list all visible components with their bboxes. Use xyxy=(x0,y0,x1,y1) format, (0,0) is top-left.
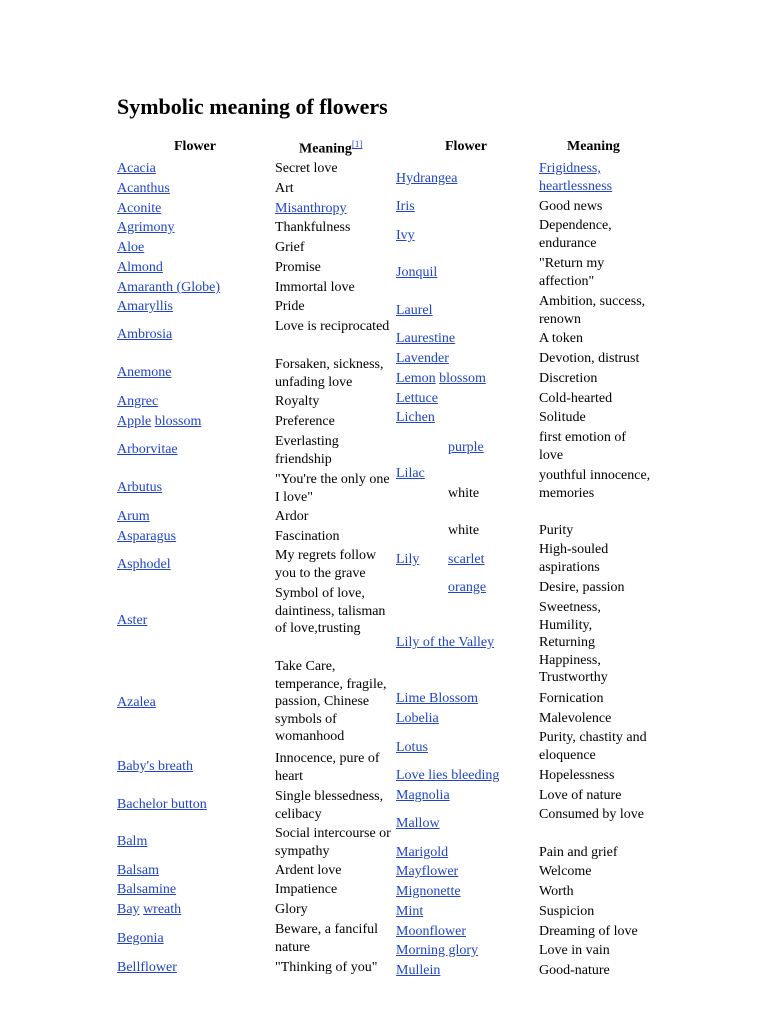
left-meaning-cell: Ardent love xyxy=(275,863,342,878)
left-meaning-cell: Everlasting friendship xyxy=(275,434,339,467)
left-flower-cell xyxy=(117,413,201,431)
right-flower-cell xyxy=(396,844,448,862)
flower-link[interactable]: Arborvitae xyxy=(117,442,178,457)
right-flower-cell xyxy=(396,264,437,282)
flower-link[interactable]: Mignonette xyxy=(396,884,461,899)
left-flower-cell xyxy=(117,694,156,712)
left-flower-cell xyxy=(117,259,163,277)
left-meaning-cell: Symbol of love, daintiness, talisman of love,trusting xyxy=(275,586,386,636)
variety-cell xyxy=(448,551,485,569)
left-meaning-cell: My regrets follow you to the grave xyxy=(275,548,377,581)
flower-link[interactable]: Azalea xyxy=(117,695,156,710)
left-meaning-cell: Beware, a fanciful nature xyxy=(275,922,378,955)
left-flower-cell xyxy=(117,862,159,880)
right-meaning-cell: "Return my affection" xyxy=(539,256,605,289)
variety-cell: white xyxy=(448,486,480,501)
right-meaning-cell: Love of nature xyxy=(539,788,622,803)
left-meaning-cell: Preference xyxy=(275,414,335,429)
right-meaning-cell: Sweetness, Humility, Returning Happiness, Trustworthy xyxy=(539,600,608,685)
flower-link[interactable]: Aloe xyxy=(117,240,145,255)
right-flower-cell xyxy=(396,739,428,757)
flower-link[interactable]: Apple xyxy=(117,414,152,429)
meaning-link[interactable]: Frigidness, heartlessness xyxy=(539,161,613,194)
left-flower-cell xyxy=(117,160,156,178)
left-meaning-cell: Secret love xyxy=(275,161,338,176)
right-flower-cell xyxy=(396,634,494,652)
flower-link[interactable]: Arum xyxy=(117,509,150,524)
right-meaning-cell: Worth xyxy=(539,884,574,899)
right-flower-cell xyxy=(396,815,440,833)
flower-link[interactable]: Magnolia xyxy=(396,788,450,803)
right-meaning-cell: Welcome xyxy=(539,864,592,879)
right-meaning-cell: Suspicion xyxy=(539,904,595,919)
right-meaning-cell: High-souled aspirations xyxy=(539,542,609,575)
left-meaning-cell: Love is reciprocated xyxy=(275,319,390,334)
right-meaning-cell: Purity xyxy=(539,523,574,538)
right-meaning-cell: Fornication xyxy=(539,691,604,706)
page-title: Symbolic meaning of flowers xyxy=(117,94,388,119)
left-flower-cell xyxy=(117,298,173,316)
flower-link[interactable]: Asparagus xyxy=(117,529,177,544)
variety-link[interactable]: scarlet xyxy=(448,552,485,567)
column-header-flower-2: Flower xyxy=(445,139,487,154)
right-flower-cell xyxy=(396,465,425,483)
flower-link[interactable]: Love lies bleeding xyxy=(396,768,500,783)
flower-link[interactable]: Ambrosia xyxy=(117,327,173,342)
left-meaning-cell: Impatience xyxy=(275,882,338,897)
left-meaning-cell: Single blessedness, celibacy xyxy=(275,789,384,822)
flower-link[interactable]: Lily xyxy=(396,552,420,567)
left-flower-cell xyxy=(117,180,170,198)
left-meaning-cell: Royalty xyxy=(275,394,320,409)
left-flower-cell xyxy=(117,326,172,344)
flower-link[interactable]: Ivy xyxy=(396,228,415,243)
right-meaning-cell: Love in vain xyxy=(539,943,610,958)
right-flower-cell xyxy=(396,227,415,245)
variety-link[interactable]: purple xyxy=(448,440,484,455)
flower-link[interactable]: Lemon xyxy=(396,371,436,386)
right-flower-cell xyxy=(396,390,438,408)
flower-link[interactable]: Acanthus xyxy=(117,181,170,196)
flower-link[interactable]: Mayflower xyxy=(396,864,459,879)
right-flower-cell xyxy=(396,962,440,980)
variety-cell xyxy=(448,579,486,597)
left-meaning-cell: Ardor xyxy=(275,509,309,524)
left-flower-cell xyxy=(117,528,176,546)
right-flower-cell xyxy=(396,923,466,941)
left-flower-cell xyxy=(117,758,193,776)
column-header-flower: Flower xyxy=(174,139,216,154)
right-meaning-cell xyxy=(539,160,651,195)
left-flower-cell xyxy=(117,796,207,814)
variety-cell xyxy=(448,439,484,457)
left-meaning-cell: Thankfulness xyxy=(275,220,351,235)
left-flower-cell xyxy=(117,901,181,919)
right-meaning-cell: Purity, chastity and eloquence xyxy=(539,730,647,763)
flower-link[interactable]: Laurel xyxy=(396,303,433,318)
right-flower-cell xyxy=(396,198,415,216)
flower-link[interactable]: Mallow xyxy=(396,816,440,831)
flower-link[interactable]: Lime Blossom xyxy=(396,691,479,706)
left-meaning-cell: Social intercourse or sympathy xyxy=(275,826,391,859)
right-meaning-cell: Cold-hearted xyxy=(539,391,613,406)
right-flower-cell xyxy=(396,942,478,960)
right-meaning-cell: A token xyxy=(539,331,583,346)
flower-link[interactable]: wreath xyxy=(143,902,182,917)
left-flower-cell xyxy=(117,612,147,630)
right-meaning-cell: Devotion, distrust xyxy=(539,351,640,366)
flower-link[interactable]: Mint xyxy=(396,904,424,919)
left-flower-cell xyxy=(117,239,144,257)
flower-link[interactable]: Lavender xyxy=(396,351,449,366)
flower-link[interactable]: Moonflower xyxy=(396,924,466,939)
column-header-meaning-label: Meaning xyxy=(299,141,352,157)
right-meaning-cell: Solitude xyxy=(539,410,586,425)
left-flower-cell xyxy=(117,279,220,297)
variety-cell: white xyxy=(448,523,480,538)
left-meaning-cell: Pride xyxy=(275,299,305,314)
flower-link[interactable]: blossom xyxy=(154,414,202,429)
flower-link[interactable]: Mullein xyxy=(396,963,441,978)
flower-link[interactable]: Jonquil xyxy=(396,265,438,280)
left-meaning-cell: Forsaken, sickness, unfading love xyxy=(275,357,384,390)
flower-link[interactable]: blossom xyxy=(439,371,486,386)
right-meaning-cell: Good-nature xyxy=(539,963,610,978)
right-meaning-cell: Hopelessness xyxy=(539,768,615,783)
flower-link[interactable]: Lilac xyxy=(396,466,425,481)
flower-link[interactable]: Balsamine xyxy=(117,882,177,897)
flower-link[interactable]: Begonia xyxy=(117,931,164,946)
left-meaning-cell: Innocence, pure of heart xyxy=(275,751,380,784)
left-meaning-cell xyxy=(275,200,395,218)
right-flower-cell xyxy=(396,551,419,569)
reference-link[interactable]: [1] xyxy=(351,139,363,149)
left-meaning-cell: Grief xyxy=(275,240,305,255)
left-flower-cell xyxy=(117,556,171,574)
right-flower-cell xyxy=(396,330,455,348)
flower-link[interactable]: Almond xyxy=(117,260,163,275)
flower-link[interactable]: Baby's breath xyxy=(117,759,194,774)
flower-link[interactable]: Amaranth (Globe) xyxy=(117,280,221,295)
flower-link[interactable]: Laurestine xyxy=(396,331,456,346)
flower-link[interactable]: Anemone xyxy=(117,365,172,380)
flower-link[interactable]: Balsam xyxy=(117,863,159,878)
flower-link[interactable]: Asphodel xyxy=(117,557,171,572)
right-meaning-cell: Dreaming of love xyxy=(539,924,638,939)
flower-link[interactable]: Lily of the Valley xyxy=(396,635,495,650)
left-flower-cell xyxy=(117,200,161,218)
right-meaning-cell: Discretion xyxy=(539,371,598,386)
flower-link[interactable]: Lobelia xyxy=(396,711,439,726)
left-meaning-cell: Art xyxy=(275,181,294,196)
right-flower-cell xyxy=(396,767,499,785)
right-meaning-cell: Dependence, endurance xyxy=(539,218,612,251)
flower-link[interactable]: Morning glory xyxy=(396,943,479,958)
flower-link[interactable]: Lotus xyxy=(396,740,428,755)
flower-link[interactable]: Arbutus xyxy=(117,480,163,495)
right-flower-cell xyxy=(396,710,439,728)
right-flower-cell xyxy=(396,302,433,320)
right-flower-cell xyxy=(396,409,435,427)
left-flower-cell xyxy=(117,930,164,948)
left-meaning-cell: Glory xyxy=(275,902,308,917)
flower-link[interactable]: Marigold xyxy=(396,845,449,860)
flower-link[interactable]: Lettuce xyxy=(396,391,438,406)
meaning-link[interactable]: Misanthropy xyxy=(275,201,347,216)
right-flower-cell xyxy=(396,787,450,805)
flower-link[interactable]: Angrec xyxy=(117,394,159,409)
right-flower-cell xyxy=(396,690,478,708)
left-flower-cell xyxy=(117,364,171,382)
right-flower-cell xyxy=(396,350,449,368)
left-meaning-cell: Fascination xyxy=(275,529,340,544)
flower-link[interactable]: Acacia xyxy=(117,161,156,176)
right-meaning-cell: Consumed by love xyxy=(539,807,644,822)
variety-link[interactable]: orange xyxy=(448,580,487,595)
right-meaning-cell: first emotion of love xyxy=(539,430,627,463)
left-flower-cell xyxy=(117,508,150,526)
left-flower-cell xyxy=(117,441,178,459)
flower-link[interactable]: Hydrangea xyxy=(396,171,458,186)
left-flower-cell xyxy=(117,479,162,497)
right-flower-cell xyxy=(396,370,486,388)
left-flower-cell xyxy=(117,219,175,237)
left-meaning-cell: "You're the only one I love" xyxy=(275,472,390,505)
left-meaning-cell: "Thinking of you" xyxy=(275,960,378,975)
left-flower-cell xyxy=(117,959,177,977)
right-meaning-cell: Good news xyxy=(539,199,603,214)
right-meaning-cell: Desire, passion xyxy=(539,580,625,595)
left-meaning-cell: Immortal love xyxy=(275,280,355,295)
flower-link[interactable]: Aconite xyxy=(117,201,162,216)
flower-link[interactable]: Agrimony xyxy=(117,220,175,235)
left-flower-cell xyxy=(117,393,158,411)
left-meaning-cell: Promise xyxy=(275,260,321,275)
flower-link[interactable]: Aster xyxy=(117,613,148,628)
left-flower-cell xyxy=(117,881,176,899)
column-header-meaning-2: Meaning xyxy=(567,139,620,154)
right-meaning-cell: youthful innocence, memories xyxy=(539,468,651,501)
left-meaning-cell: Take Care, temperance, fragile, passion, Chinese symbols of womanhood xyxy=(275,659,387,744)
right-meaning-cell: Malevolence xyxy=(539,711,612,726)
flower-link[interactable]: Balm xyxy=(117,834,148,849)
column-header-meaning xyxy=(299,139,362,158)
right-meaning-cell: Ambition, success, renown xyxy=(539,294,646,327)
right-flower-cell xyxy=(396,170,457,188)
flower-link[interactable]: Amaryllis xyxy=(117,299,173,314)
flower-link[interactable]: Bachelor button xyxy=(117,797,207,812)
right-flower-cell xyxy=(396,863,458,881)
flower-link[interactable]: Iris xyxy=(396,199,415,214)
flower-link[interactable]: Bellflower xyxy=(117,960,177,975)
right-flower-cell xyxy=(396,903,423,921)
right-flower-cell xyxy=(396,883,461,901)
flower-link[interactable]: Bay xyxy=(117,902,140,917)
right-meaning-cell: Pain and grief xyxy=(539,845,618,860)
left-flower-cell xyxy=(117,833,147,851)
flower-link[interactable]: Lichen xyxy=(396,410,435,425)
